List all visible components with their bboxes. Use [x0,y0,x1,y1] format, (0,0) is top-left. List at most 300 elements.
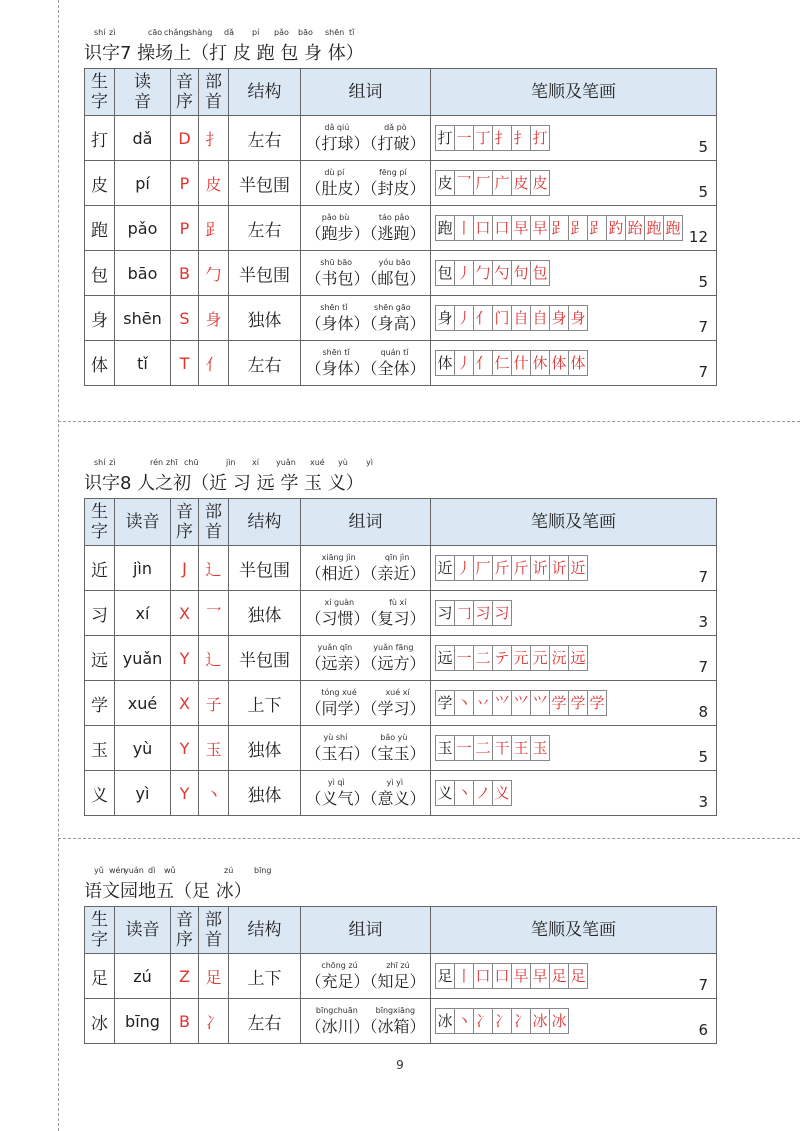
title-pinyin-syllable: dì [148,866,156,875]
stroke-count: 7 [698,363,708,381]
words-pinyin [301,348,430,358]
word-pinyin: xí guàn [324,598,355,607]
title-pinyin-syllable: zhī [166,458,178,467]
table-row [85,206,717,251]
table-row [85,726,717,771]
structure-cell: 独体 [229,296,301,341]
stroke-order-strip [435,170,550,196]
words-cell [301,771,431,816]
word-pinyin: pǎo bù [321,213,350,222]
words-pinyin [301,303,430,313]
words-text [301,223,430,245]
pinyin-cell: jìn [115,546,171,591]
table-row [85,771,717,816]
words-text [301,563,430,585]
stroke-step: 口 [492,963,511,989]
stroke-step: 门 [492,305,511,331]
column-header: 结构 [229,499,301,546]
stroke-step: 勺 [492,260,511,286]
title-pinyin-syllable: dǎ [224,28,234,37]
structure-cell: 独体 [229,771,301,816]
stroke-step: 丶 [454,1008,473,1034]
stroke-step: 玉 [530,735,550,761]
title-pinyin-syllable: shàng [188,28,213,37]
words-cell [301,161,431,206]
character-cell: 玉 [85,726,115,771]
table-row [85,591,717,636]
stroke-step: 学 [549,690,568,716]
column-header: 笔顺及笔画 [431,69,717,116]
stroke-step: 王 [511,735,530,761]
initial-cell: Y [171,636,199,681]
title-pinyin-syllable: cāo [148,28,163,37]
title-pinyin-syllable: bīng [254,866,272,875]
words-cell [301,726,431,771]
word-pinyin: dǎ qiú [324,123,350,132]
structure-cell: 左右 [229,116,301,161]
table-row [85,296,717,341]
words-pinyin [301,1006,430,1016]
stroke-step: 远 [435,645,454,671]
stroke-step: 丁 [473,125,492,151]
column-header: 生字 [85,69,115,116]
stroke-step: 乛 [454,170,473,196]
stroke-order-strip [435,260,550,286]
title-pinyin-syllable: jìn [226,458,236,467]
stroke-step: 义 [435,780,454,806]
table-row [85,546,717,591]
stroke-step: 早 [530,963,549,989]
title-pinyin-syllable: yuán [124,866,144,875]
stroke-step: 冫 [492,1008,511,1034]
stroke-step: 足 [568,963,588,989]
stroke-step: 一 [454,125,473,151]
stroke-count: 5 [698,273,708,291]
column-header: 组词 [301,499,431,546]
stroke-step: 包 [435,260,454,286]
pinyin-cell: bāo [115,251,171,296]
word: （充足） [305,972,370,991]
words-pinyin [301,123,430,133]
word: （邮包） [369,269,426,288]
title-pinyin-syllable: chū [184,458,199,467]
stroke-step: 𧾷 [549,215,568,241]
title-pinyin-syllable: yù [338,458,348,467]
initial-cell: B [171,999,199,1044]
title-pinyin-syllable: pí [252,28,260,37]
word-pinyin: bǎo yù [380,733,408,742]
character-cell: 皮 [85,161,115,206]
title-pinyin-syllable: tǐ [349,28,355,37]
stroke-step: 学 [568,690,587,716]
stroke-step: 广 [492,170,511,196]
stroke-order-strip [435,963,588,989]
title-pinyin-syllable: yì [366,458,373,467]
table-row [85,681,717,726]
stroke-step: 干 [492,735,511,761]
structure-cell: 左右 [229,341,301,386]
word-pinyin: bīngchuān [315,1006,358,1015]
structure-cell: 半包围 [229,251,301,296]
table-row [85,341,717,386]
word-pinyin: tóng xué [321,688,357,697]
pinyin-cell: dǎ [115,116,171,161]
initial-cell: Z [171,954,199,999]
stroke-step: 身 [435,305,454,331]
stroke-order-strip [435,600,512,626]
initial-cell: P [171,206,199,251]
stroke-step: 近 [568,555,588,581]
section-yuwen-yuandi-5 [84,866,716,1044]
words-text [301,788,430,810]
radical-cell: 玉 [199,726,229,771]
stroke-step: 𧾷 [568,215,587,241]
stroke-step: 打 [435,125,454,151]
words-cell [301,999,431,1044]
structure-cell: 左右 [229,999,301,1044]
column-header: 部首 [199,499,229,546]
words-text [301,1016,430,1038]
character-cell: 打 [85,116,115,161]
pinyin-cell: bīng [115,999,171,1044]
table-row [85,251,717,296]
initial-cell: X [171,591,199,636]
word: （知足） [369,972,426,991]
pinyin-cell: yuǎn [115,636,171,681]
words-pinyin [301,643,430,653]
words-text [301,608,430,630]
stroke-order-strip [435,780,512,806]
stroke-step: 习 [492,600,512,626]
word-pinyin: chōng zú [321,961,358,970]
words-cell [301,251,431,296]
stroke-step: テ [492,645,511,671]
left-dashed-border [58,0,59,1131]
word: （封皮） [369,179,426,198]
word: （宝玉） [369,744,426,763]
title-pinyin-syllable: chǎng [164,28,189,37]
stroke-step: 学 [587,690,607,716]
word: （义气） [305,789,370,808]
table-row [85,116,717,161]
stroke-order-strip [435,645,588,671]
word: （身体） [305,314,370,333]
word: （肚皮） [305,179,370,198]
stroke-order-strip [435,350,588,376]
stroke-step: 玉 [435,735,454,761]
word: （玉石） [305,744,370,763]
words-pinyin [301,258,430,268]
stroke-step: 一 [454,735,473,761]
stroke-count: 5 [698,138,708,156]
table-row [85,161,717,206]
stroke-step: 皮 [435,170,454,196]
character-cell: 义 [85,771,115,816]
stroke-step: ⺍ [511,690,530,716]
word-pinyin: xiāng jìn [321,553,356,562]
table-row [85,999,717,1044]
stroke-step: 早 [511,963,530,989]
initial-cell: Y [171,771,199,816]
words-cell [301,341,431,386]
column-header: 笔顺及笔画 [431,907,717,954]
cut-line [58,421,800,422]
stroke-step: 丿 [454,555,473,581]
word: （打破） [369,134,426,153]
word: （身体） [305,359,370,378]
stroke-step: 体 [435,350,454,376]
words-text [301,653,430,675]
stroke-step: 冫 [511,1008,530,1034]
word: （书包） [305,269,370,288]
word: （远亲） [305,654,370,673]
word-pinyin: táo pǎo [378,213,410,222]
radical-cell: 子 [199,681,229,726]
stroke-step: 𠃌 [454,600,473,626]
title-pinyin-syllable: xué [310,458,325,467]
table-row [85,954,717,999]
title-pinyin-syllable: shí [94,28,106,37]
stroke-step: ノ [473,780,492,806]
header-row [85,907,717,954]
section-title: 语文园地五（足 冰） [84,881,252,902]
title-pinyin-syllable: zì [109,458,116,467]
word: （身高） [369,314,426,333]
stroke-step: 身 [568,305,588,331]
stroke-step: 元 [530,645,549,671]
stroke-order-cell [431,116,717,161]
stroke-count: 6 [698,1021,708,1039]
structure-cell: 独体 [229,726,301,771]
table-row [85,636,717,681]
pinyin-cell: xí [115,591,171,636]
word-pinyin: shēn tǐ [322,348,350,357]
stroke-count: 7 [698,658,708,676]
stroke-step: 丿 [454,350,473,376]
title-pinyin-syllable: shí [94,458,106,467]
word: （冰川） [305,1017,370,1036]
stroke-step: 自 [511,305,530,331]
column-header: 音序 [171,907,199,954]
word: （远方） [369,654,426,673]
radical-cell: 辶 [199,636,229,681]
word: （意义） [369,789,426,808]
column-header: 生字 [85,907,115,954]
stroke-step: 打 [530,125,550,151]
stroke-step: 二 [473,645,492,671]
stroke-order-strip [435,735,550,761]
character-table [84,68,717,386]
stroke-step: 口 [473,215,492,241]
stroke-step: 跑 [644,215,663,241]
column-header: 部首 [199,69,229,116]
stroke-step: 丶 [454,690,473,716]
stroke-step: 亻 [473,305,492,331]
stroke-step: 二 [473,735,492,761]
section-title: 识字8 人之初（近 习 远 学 玉 义） [84,473,364,494]
word: （习惯） [305,609,370,628]
stroke-order-cell [431,591,717,636]
word-pinyin: dǎ pò [384,123,407,132]
stroke-step: 义 [492,780,512,806]
stroke-order-cell [431,681,717,726]
word-pinyin: bīngxiāng [375,1006,416,1015]
stroke-step: 包 [530,260,550,286]
word-pinyin: yuǎn fāng [373,643,414,652]
stroke-order-cell [431,341,717,386]
structure-cell: 左右 [229,206,301,251]
initial-cell: B [171,251,199,296]
word-pinyin: yù shí [323,733,348,742]
stroke-order-cell [431,296,717,341]
stroke-step: 丶 [454,780,473,806]
words-cell [301,636,431,681]
stroke-step: 皮 [511,170,530,196]
radical-cell: 冫 [199,999,229,1044]
title-pinyin-syllable: rén [150,458,164,467]
word-pinyin: yì qì [327,778,345,787]
stroke-step: 亻 [473,350,492,376]
word: （相近） [305,564,370,583]
pinyin-cell: pǎo [115,206,171,251]
character-table [84,906,717,1044]
pinyin-cell: yì [115,771,171,816]
character-cell: 体 [85,341,115,386]
stroke-step: 足 [435,963,454,989]
word-pinyin: xué xí [385,688,410,697]
stroke-step: 䜣 [530,555,549,581]
stroke-step: 䜣 [549,555,568,581]
word-pinyin: fēng pí [378,168,407,177]
cut-line [58,838,800,839]
stroke-step: 斤 [511,555,530,581]
word: （同学） [305,699,370,718]
stroke-count: 5 [698,183,708,201]
initial-cell: Y [171,726,199,771]
stroke-order-cell [431,251,717,296]
stroke-step: 口 [492,215,511,241]
stroke-step: 冫 [473,1008,492,1034]
stroke-step: 跑 [663,215,683,241]
stroke-step: 冰 [530,1008,549,1034]
pinyin-cell: pí [115,161,171,206]
word: （逃跑） [369,224,426,243]
words-text [301,178,430,200]
stroke-step: 体 [568,350,588,376]
stroke-count: 3 [698,793,708,811]
stroke-order-cell [431,954,717,999]
radical-cell: 乛 [199,591,229,636]
column-header: 结构 [229,69,301,116]
stroke-step: 仁 [492,350,511,376]
column-header: 读音 [115,499,171,546]
stroke-count: 7 [698,568,708,586]
word-pinyin: shēn tǐ [320,303,348,312]
stroke-step: 学 [435,690,454,716]
stroke-step: 身 [549,305,568,331]
title-pinyin-syllable: shēn [325,28,345,37]
column-header: 结构 [229,907,301,954]
title-pinyin-syllable: yuǎn [276,458,296,467]
stroke-step: 丿 [454,260,473,286]
stroke-order-cell [431,161,717,206]
stroke-count: 5 [698,748,708,766]
word: （跑步） [305,224,370,243]
words-text [301,971,430,993]
initial-cell: T [171,341,199,386]
column-header: 读音 [115,907,171,954]
words-pinyin [301,213,430,223]
radical-cell: 足 [199,954,229,999]
words-pinyin [301,688,430,698]
stroke-step: 体 [549,350,568,376]
initial-cell: J [171,546,199,591]
word: （学习） [369,699,426,718]
stroke-step: 一 [454,645,473,671]
words-cell [301,116,431,161]
words-cell [301,681,431,726]
column-header: 组词 [301,907,431,954]
pinyin-cell: xué [115,681,171,726]
section-shizi-7 [84,28,716,386]
words-cell [301,296,431,341]
word-pinyin: quán tǐ [380,348,409,357]
words-text [301,133,430,155]
section-shizi-8 [84,458,716,816]
stroke-order-cell [431,636,717,681]
page-number: 9 [396,1058,404,1072]
radical-cell: 身 [199,296,229,341]
stroke-order-cell [431,999,717,1044]
title-pinyin-syllable: zì [109,28,116,37]
stroke-step: 什 [511,350,530,376]
title-pinyin [84,866,716,880]
radical-cell: 亻 [199,341,229,386]
character-cell: 远 [85,636,115,681]
stroke-step: 远 [568,645,588,671]
word-pinyin: yuǎn qīn [317,643,353,652]
initial-cell: S [171,296,199,341]
words-text [301,313,430,335]
stroke-order-strip [435,125,550,151]
stroke-step: 口 [473,963,492,989]
stroke-count: 3 [698,613,708,631]
stroke-step: 丨 [454,215,473,241]
stroke-step: 冰 [435,1008,454,1034]
stroke-step: 早 [511,215,530,241]
word-pinyin: zhī zú [386,961,410,970]
stroke-order-cell [431,771,717,816]
column-header: 音序 [171,69,199,116]
stroke-step: 扌 [492,125,511,151]
title-pinyin-syllable: xí [252,458,259,467]
pinyin-cell: shēn [115,296,171,341]
stroke-order-strip [435,1008,569,1034]
initial-cell: D [171,116,199,161]
column-header: 音序 [171,499,199,546]
initial-cell: P [171,161,199,206]
word-pinyin: shēn gāo [374,303,411,312]
stroke-step: 习 [435,600,454,626]
character-cell: 习 [85,591,115,636]
word-pinyin: yì yì [386,778,404,787]
title-pinyin [84,458,716,472]
section-title: 识字7 操场上（打 皮 跑 包 身 体） [84,43,364,64]
pinyin-cell: tǐ [115,341,171,386]
stroke-order-cell [431,726,717,771]
title-pinyin [84,28,716,42]
structure-cell: 上下 [229,954,301,999]
